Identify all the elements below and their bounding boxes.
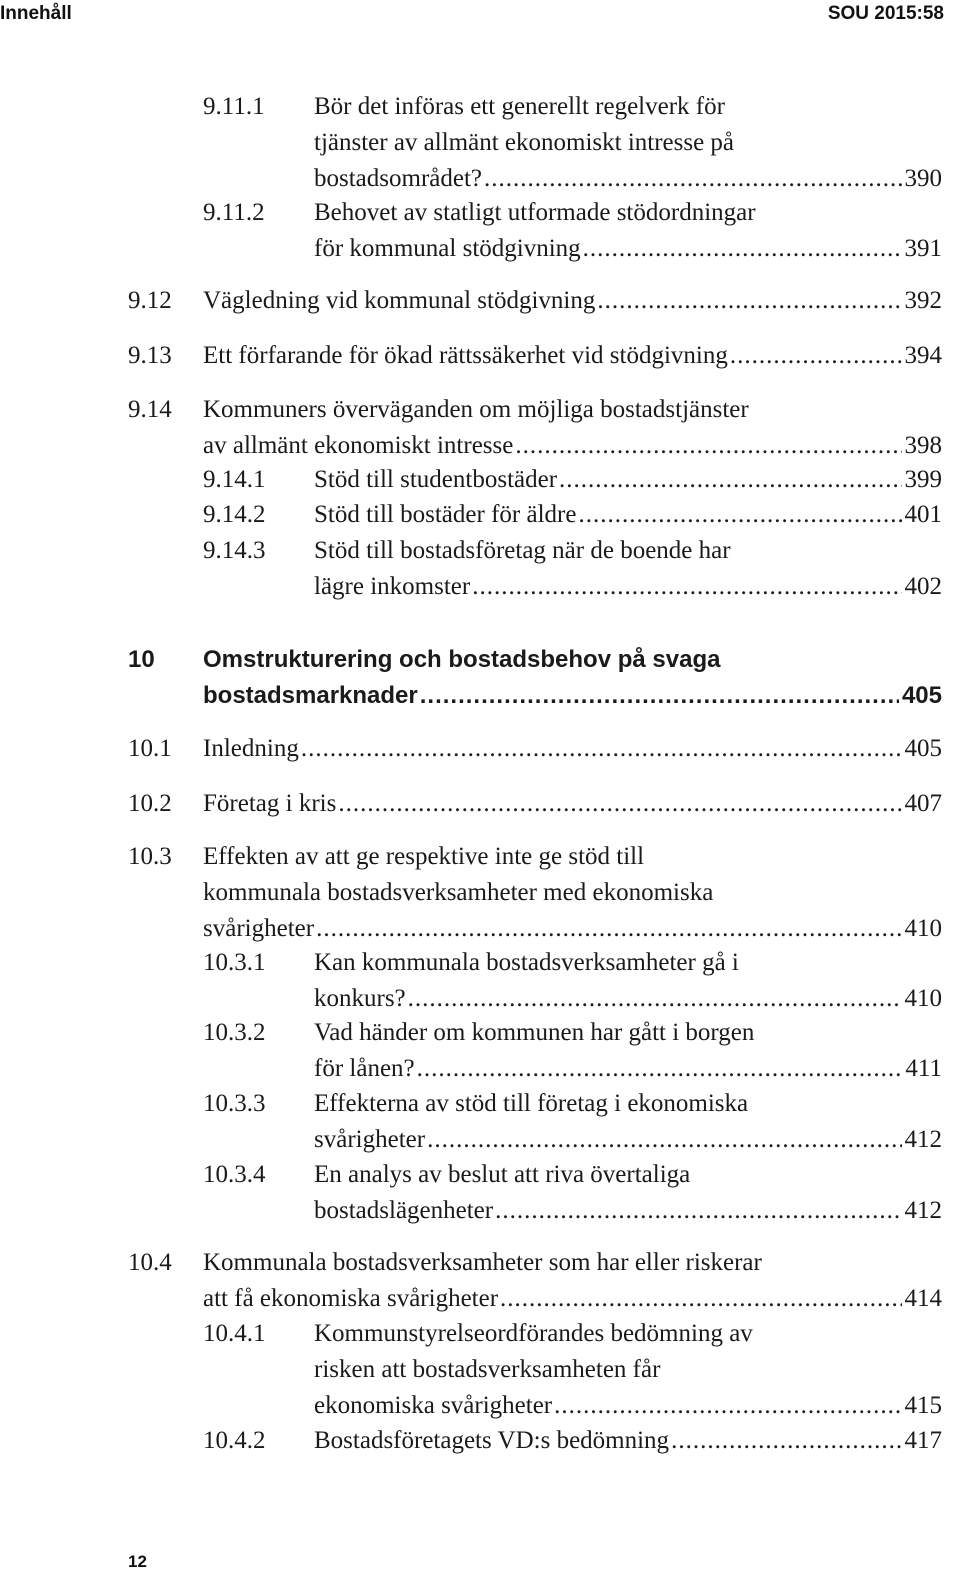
- toc-entry-page: 401: [904, 501, 942, 528]
- toc-entry-title-line: En analys av beslut att riva övertaliga: [314, 1161, 691, 1188]
- toc-entry-title-line: kommunala bostadsverksamheter med ekonomiska: [203, 879, 714, 906]
- toc-entry-title-line: konkurs?: [314, 985, 406, 1012]
- toc-entry-page: 399: [904, 466, 942, 493]
- toc-entry-title-line: Vad händer om kommunen har gått i borgen: [314, 1019, 755, 1046]
- toc-entry-page: 410: [904, 985, 942, 1012]
- dot-leader: [472, 569, 901, 605]
- toc-entry-title-line: Ett förfarande för ökad rättssäkerhet vid stödgivning: [203, 342, 728, 369]
- toc-entry-page: 405: [904, 735, 942, 762]
- toc-entry-title-line: Bör det införas ett generellt regelverk för: [314, 93, 725, 120]
- toc-entry-title-line: Effekten av att ge respektive inte ge stöd till: [203, 843, 645, 870]
- dot-leader: [554, 1388, 901, 1424]
- toc-entry-number: 10.1: [128, 735, 172, 762]
- toc-entry-title-line: Kommunstyrelseordförandes bedömning av: [314, 1320, 753, 1347]
- toc-entry-number: 10.3: [128, 843, 172, 870]
- dot-leader: [578, 497, 901, 533]
- dot-leader: [559, 462, 901, 498]
- toc-entry-number: 10.3.2: [203, 1019, 266, 1046]
- toc-entry-title-line: att få ekonomiska svårigheter: [203, 1285, 499, 1312]
- toc-entry-title-line: Inledning: [203, 735, 299, 762]
- toc-entry-title-line: svårigheter: [314, 1126, 426, 1153]
- toc-entry-number: 10.2: [128, 790, 172, 817]
- toc-entry-number: 9.11.2: [203, 199, 265, 226]
- dot-leader: [417, 1051, 903, 1087]
- toc-entry-title-line: tjänster av allmänt ekonomiskt intresse på: [314, 129, 735, 156]
- toc-entry-page: 417: [904, 1427, 942, 1454]
- toc-entry-page: 398: [904, 432, 942, 459]
- dot-leader: [338, 786, 901, 822]
- dot-leader: [484, 161, 901, 197]
- toc-entry-title-line: Stöd till bostäder för äldre: [314, 501, 577, 528]
- toc-entry-title-line: bostadslägenheter: [314, 1197, 494, 1224]
- toc-entry-number: 10.3.1: [203, 949, 266, 976]
- toc-entry-title-line: Kan kommunala bostadsverksamheter gå i: [314, 949, 739, 976]
- toc-entry-page: 410: [904, 915, 942, 942]
- toc-entry-number: 10.3.3: [203, 1090, 266, 1117]
- toc-entry-title-line: Effekterna av stöd till företag i ekonomiska: [314, 1090, 749, 1117]
- toc-entry-title-line: Företag i kris: [203, 790, 337, 817]
- toc-entry-page: 392: [904, 287, 942, 314]
- running-header-section: Innehåll: [0, 3, 72, 24]
- dot-leader: [671, 1423, 901, 1459]
- toc-entry-title-line: Stöd till studentbostäder: [314, 466, 558, 493]
- toc-entry-title-line: svårigheter: [203, 915, 315, 942]
- dot-leader: [427, 1122, 901, 1158]
- dot-leader: [408, 981, 902, 1017]
- dot-leader: [515, 428, 901, 464]
- toc-entry-number: 10.4: [128, 1249, 172, 1276]
- toc-entry-page: 394: [904, 342, 942, 369]
- dot-leader: [495, 1193, 901, 1229]
- dot-leader: [301, 731, 902, 767]
- toc-entry-page: 402: [904, 573, 942, 600]
- toc-entry-page: 415: [904, 1392, 942, 1419]
- toc-entry-page: 391: [904, 235, 942, 262]
- toc-entry-number: 9.14.2: [203, 501, 266, 528]
- toc-entry-number: 9.11.1: [203, 93, 265, 120]
- toc-entry-page: 412: [904, 1197, 942, 1224]
- toc-entry-number: 9.14.1: [203, 466, 266, 493]
- toc-entry-page: 390: [904, 165, 942, 192]
- dot-leader: [420, 678, 899, 714]
- toc-entry-title-line: av allmänt ekonomiskt intresse: [203, 432, 514, 459]
- toc-entry-title-line: lägre inkomster: [314, 573, 471, 600]
- toc-entry-title-line: Bostadsföretagets VD:s bedömning: [314, 1427, 670, 1454]
- toc-entry-title-line: ekonomiska svårigheter: [314, 1392, 553, 1419]
- dot-leader: [316, 911, 901, 947]
- toc-entry-title-line: för kommunal stödgivning: [314, 235, 581, 262]
- running-header-report-id: SOU 2015:58: [827, 3, 944, 24]
- toc-entry-title-line: Vägledning vid kommunal stödgivning: [203, 287, 596, 314]
- toc-entry-page: 411: [905, 1055, 942, 1082]
- toc-entry-title-line: Kommuners överväganden om möjliga bostadstjänster: [203, 396, 749, 423]
- dot-leader: [500, 1281, 901, 1317]
- toc-entry-title-line: risken att bostadsverksamheten får: [314, 1356, 661, 1383]
- toc-entry-title-line: Behovet av statligt utformade stödordningar: [314, 199, 756, 226]
- toc-entry-number: 9.14: [128, 396, 172, 423]
- toc-entry-title-line: bostadsområdet?: [314, 165, 483, 192]
- toc-entry-title-line: för lånen?: [314, 1055, 415, 1082]
- toc-entry-number: 9.13: [128, 342, 172, 369]
- dot-leader: [597, 283, 901, 319]
- toc-entry-number: 9.14.3: [203, 537, 266, 564]
- toc-entry-title-line: Omstrukturering och bostadsbehov på svaga: [203, 646, 721, 673]
- toc-entry-title-line: bostadsmarknader: [203, 682, 418, 709]
- dot-leader: [583, 231, 902, 267]
- toc-entry-number: 10.4.2: [203, 1427, 266, 1454]
- toc-entry-title-line: Kommunala bostadsverksamheter som har eller riskerar: [203, 1249, 762, 1276]
- toc-entry-title-line: Stöd till bostadsföretag när de boende har: [314, 537, 731, 564]
- page-number: 12: [128, 1552, 147, 1571]
- toc-entry-number: 10.3.4: [203, 1161, 266, 1188]
- toc-entry-number: 10: [128, 646, 155, 673]
- toc-entry-page: 414: [904, 1285, 942, 1312]
- toc-entry-number: 10.4.1: [203, 1320, 266, 1347]
- dot-leader: [730, 338, 902, 374]
- toc-entry-page: 412: [904, 1126, 942, 1153]
- toc-entry-page: 407: [904, 790, 942, 817]
- toc-entry-number: 9.12: [128, 287, 172, 314]
- toc-entry-page: 405: [901, 682, 942, 709]
